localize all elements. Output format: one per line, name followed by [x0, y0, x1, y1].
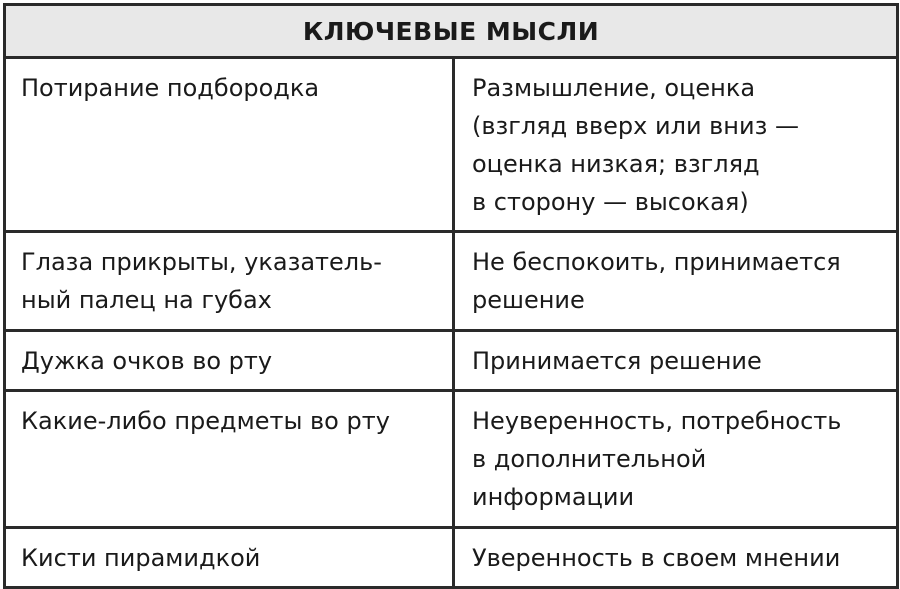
gesture-text: Потирание подбородка	[21, 74, 320, 102]
key-thoughts-table	[3, 3, 899, 589]
meaning-text: в дополнительной	[472, 445, 707, 473]
table-row	[5, 232, 898, 331]
key-thoughts-table-container	[3, 3, 896, 589]
table-row	[5, 331, 898, 391]
gesture-cell	[5, 391, 454, 528]
table-header-row	[5, 5, 898, 58]
table-row	[5, 58, 898, 232]
gesture-text: Какие-либо предметы во рту	[21, 407, 390, 435]
meaning-cell	[454, 391, 898, 528]
meaning-text: в сторону — высокая)	[472, 188, 749, 216]
meaning-text: (взгляд вверх или вниз —	[472, 112, 799, 140]
gesture-cell	[5, 232, 454, 331]
gesture-text: Дужка очков во рту	[21, 347, 273, 375]
meaning-text: Размышление, оценка	[472, 74, 756, 102]
meaning-text: информации	[472, 483, 635, 511]
gesture-cell	[5, 58, 454, 232]
gesture-cell	[5, 528, 454, 588]
meaning-cell	[454, 58, 898, 232]
gesture-text: Глаза прикрыты, указатель-	[21, 248, 382, 276]
meaning-text: оценка низкая; взгляд	[472, 150, 760, 178]
gesture-text: Кисти пирамидкой	[21, 544, 261, 572]
meaning-cell	[454, 232, 898, 331]
meaning-text: Уверенность в своем мнении	[472, 544, 841, 572]
meaning-text: решение	[472, 286, 585, 314]
gesture-cell	[5, 331, 454, 391]
table-row	[5, 391, 898, 528]
table-title: КЛЮЧЕВЫЕ МЫСЛИ	[5, 5, 898, 58]
table-row	[5, 528, 898, 588]
meaning-cell	[454, 331, 898, 391]
meaning-text: Неуверенность, потребность	[472, 407, 842, 435]
meaning-text: Не беспокоить, принимается	[472, 248, 841, 276]
meaning-text: Принимается решение	[472, 347, 762, 375]
meaning-cell	[454, 528, 898, 588]
gesture-text: ный палец на губах	[21, 286, 272, 314]
